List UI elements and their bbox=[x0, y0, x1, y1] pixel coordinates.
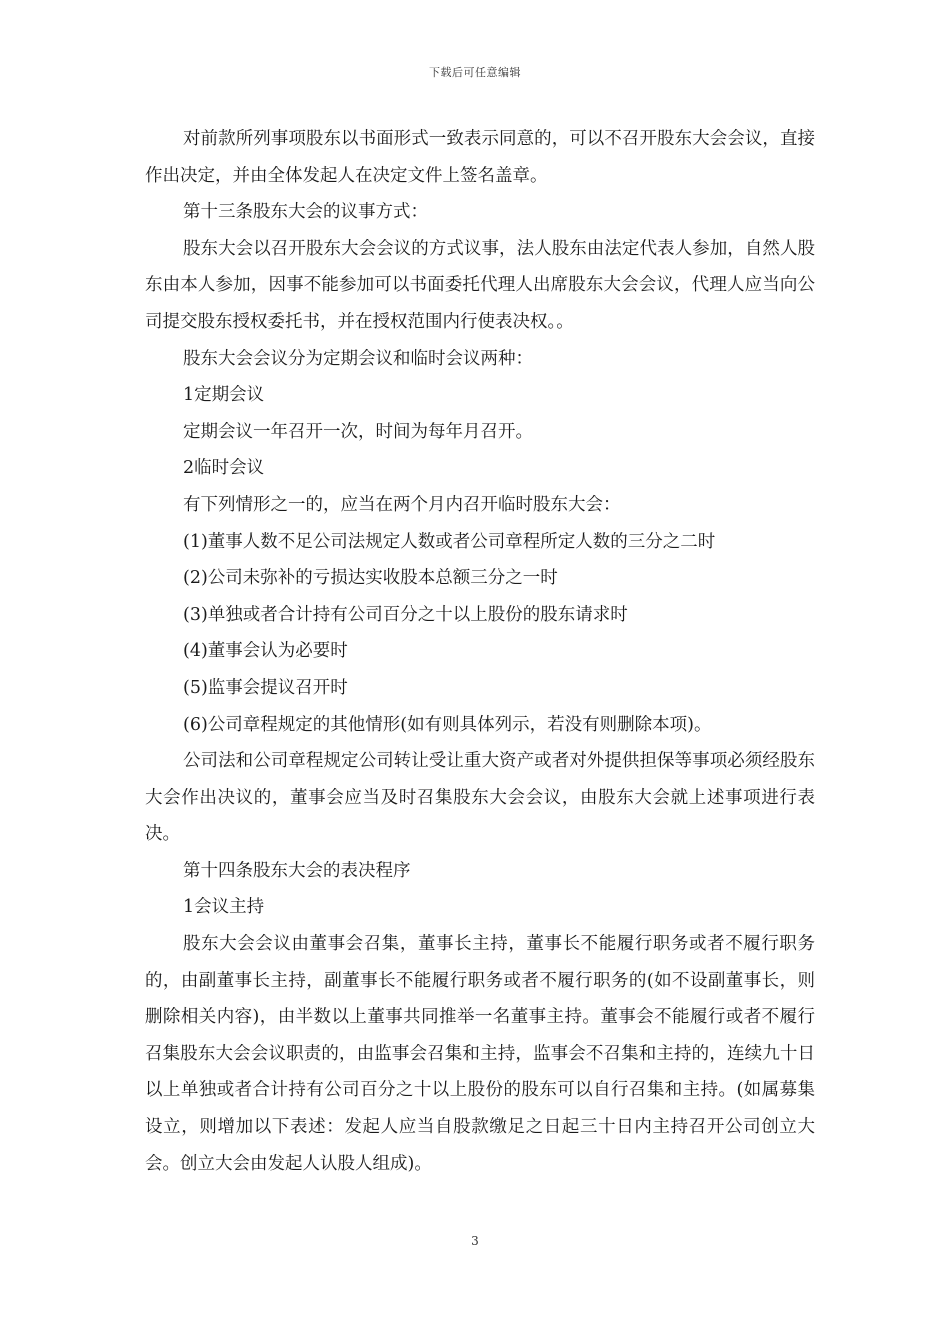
item-regular-meeting: 1定期会议 bbox=[183, 385, 265, 406]
page-number: 3 bbox=[471, 1234, 479, 1248]
paragraph-interim-conditions: 有下列情形之一的，应当在两个月内召开临时股东大会： bbox=[183, 494, 621, 515]
paragraph-regular-meeting: 定期会议一年召开一次，时间为每年月召开。 bbox=[183, 421, 533, 442]
list-item-condition-2: (2)公司未弥补的亏损达实收股本总额三分之一时 bbox=[183, 568, 558, 589]
article-13-heading: 第十三条股东大会的议事方式： bbox=[183, 202, 428, 223]
item-interim-meeting: 2临时会议 bbox=[183, 458, 265, 479]
list-item-condition-3: (3)单独或者合计持有公司百分之十以上股份的股东请求时 bbox=[183, 604, 628, 625]
paragraph-meeting-types: 股东大会会议分为定期会议和临时会议两种： bbox=[183, 348, 533, 369]
page-header: 下载后可任意编辑 bbox=[429, 66, 521, 79]
article-14-heading: 第十四条股东大会的表决程序 bbox=[183, 860, 411, 881]
item-meeting-chair: 1会议主持 bbox=[183, 897, 265, 918]
list-item-condition-6: (6)公司章程规定的其他情形(如有则具体列示，若没有则删除本项)。 bbox=[183, 714, 712, 735]
list-item-condition-1: (1)董事人数不足公司法规定人数或者公司章程所定人数的三分之二时 bbox=[183, 531, 716, 552]
paragraph-meeting-method: 股东大会以召开股东大会会议的方式议事，法人股东由法定代表人参加，自然人股东由本人参加，因事不能参加可以书面委托代理人出席股东大会会议，代理人应当向公司提交股东授权委托书，并在授权范围内行使表决权。。 bbox=[145, 238, 815, 332]
list-item-condition-4: (4)董事会认为必要时 bbox=[183, 641, 348, 662]
document-body bbox=[145, 121, 815, 1182]
paragraph-meeting-chair: 股东大会会议由董事会召集，董事长主持，董事长不能履行职务或者不履行职务的，由副董事长主持，副董事长不能履行职务或者不履行职务的(如不设副董事长，则删除相关内容)，由半数以上董事共同推举一名董事主持。董事会不能履行或者不履行召集股东大会会议职责的，由监事会召集和主持，监事会不召集和主持的，连续九十日以上单独或者合计持有公司百分之十以上股份的股东可以自行召集和主持。(如属募集设立，则增加以下表述：发起人应当自股款缴足之日起三十日内主持召开公司创立大会。创立大会由发起人认股人组成)。 bbox=[145, 934, 815, 1174]
paragraph-major-assets: 公司法和公司章程规定公司转让受让重大资产或者对外提供担保等事项必须经股东大会作出决议的，董事会应当及时召集股东大会会议，由股东大会就上述事项进行表决。 bbox=[145, 751, 815, 845]
paragraph-consent: 对前款所列事项股东以书面形式一致表示同意的，可以不召开股东大会会议，直接作出决定，并由全体发起人在决定文件上签名盖章。 bbox=[145, 129, 815, 186]
list-item-condition-5: (5)监事会提议召开时 bbox=[183, 677, 348, 698]
